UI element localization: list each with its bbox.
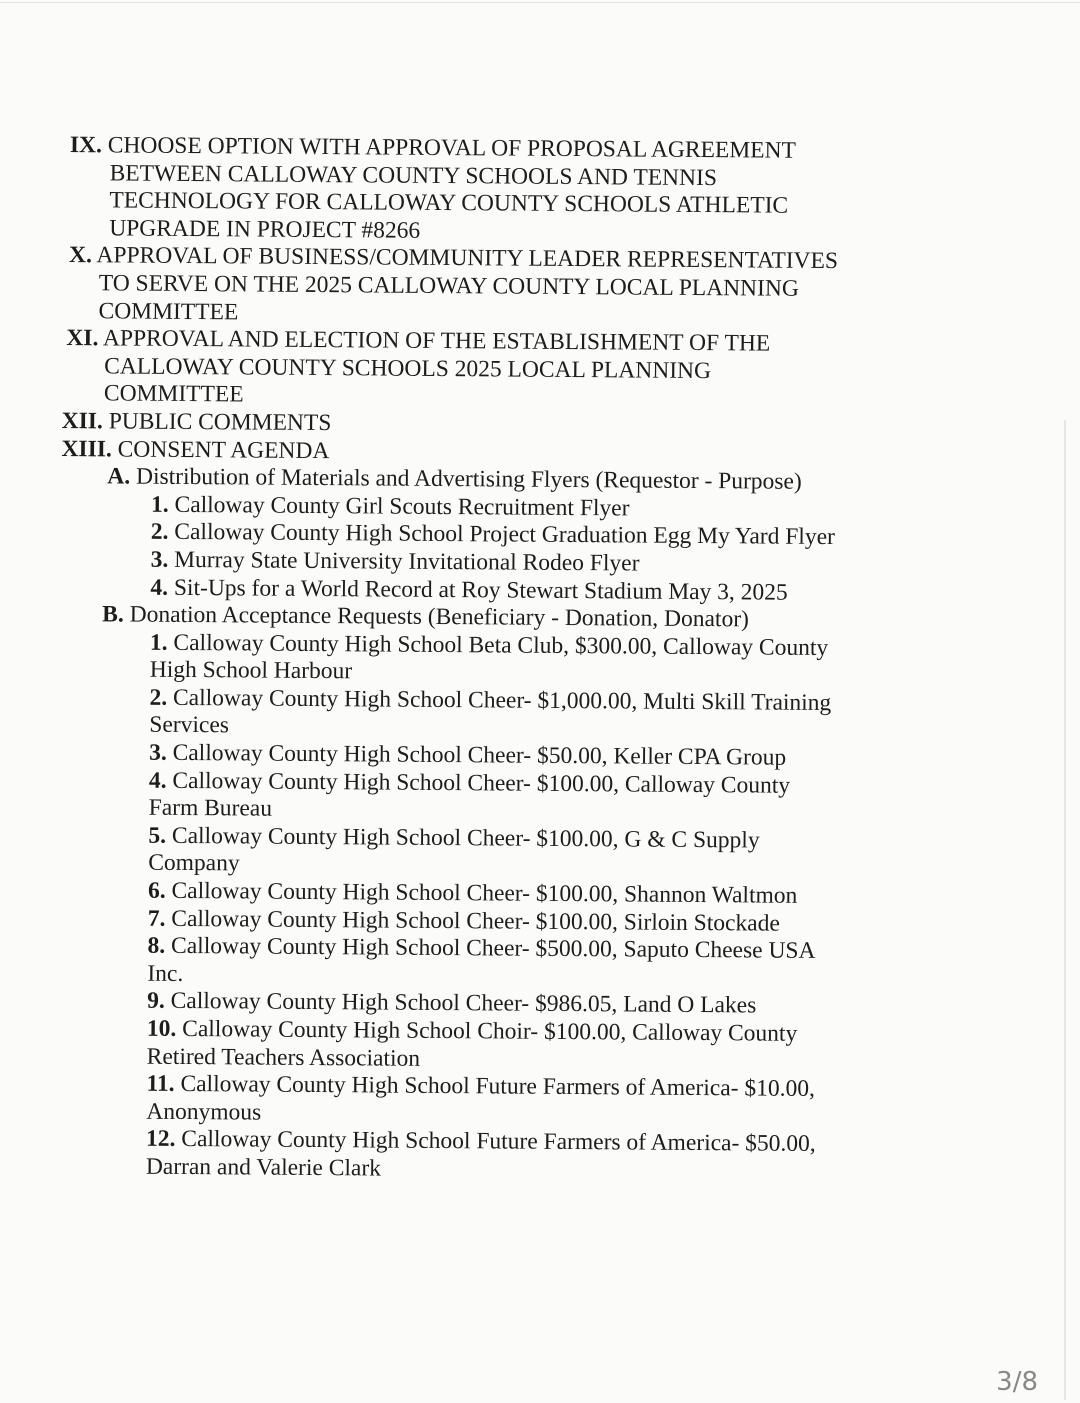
- list-item-number: 8.: [147, 932, 166, 960]
- list-item-number: 9.: [147, 988, 165, 1015]
- agenda-item-number: IX.: [69, 132, 102, 159]
- agenda-item-x: [64, 242, 841, 331]
- list-item-number: 1.: [149, 629, 168, 656]
- list-item-number: 4.: [148, 767, 167, 794]
- list-item-text: Calloway County High School Choir- $100.00, Calloway County Retired Teachers Association: [146, 1015, 798, 1072]
- list-item-number: 1.: [150, 491, 169, 518]
- agenda-item-xi: [62, 325, 841, 414]
- list-item: [148, 823, 836, 884]
- section-title: Donation Acceptance Requests (Beneficiary - Donation, Donator): [129, 601, 750, 633]
- list-item-text: Calloway County High School Cheer- $100.00, Calloway County Farm Bureau: [148, 767, 791, 822]
- list-item-number: 4.: [150, 574, 169, 601]
- list-item-number: 10.: [146, 1015, 177, 1042]
- list-item: [146, 1126, 834, 1187]
- list-item-number: 2.: [150, 519, 169, 546]
- list-item-text: Calloway County High School Cheer- $50.00, Keller CPA Group: [172, 739, 787, 771]
- agenda-item-number: XIII.: [61, 435, 112, 462]
- list-item-text: Calloway County High School Cheer- $100.00, G & C Supply Company: [148, 822, 760, 877]
- agenda-item-text: CONSENT AGENDA: [117, 435, 330, 464]
- agenda-item-text: APPROVAL OF BUSINESS/COMMUNITY LEADER REPRESENTATIVES TO SERVE ON THE 2025 CALLOWAY COUNTY LOCAL PLANNING COMMITTEE: [96, 242, 839, 325]
- list-item-text: Calloway County High School Cheer- $100.00, Shannon Waltmon: [171, 877, 798, 909]
- list-item-text: Calloway County High School Future Farmers of America- $10.00, Anonymous: [146, 1071, 815, 1126]
- list-item-number: 7.: [147, 905, 166, 932]
- list-item: [149, 767, 837, 828]
- list-item-number: 3.: [150, 546, 169, 573]
- list-item-number: 5.: [148, 822, 167, 849]
- list-item-text: Calloway County High School Beta Club, $300.00, Calloway County High School Harbour: [149, 629, 829, 685]
- list-item-number: 3.: [149, 739, 167, 766]
- agenda-content: [54, 132, 842, 1187]
- list-item-number: 6.: [147, 877, 166, 904]
- list-item-text: Murray State University Invitational Rodeo Flyer: [174, 546, 640, 577]
- list-item-text: Calloway County High School Future Farmers of America- $50.00, Darran and Valerie Clark: [145, 1126, 816, 1182]
- list-item: [147, 933, 835, 994]
- list-item-text: Calloway County High School Cheer- $986.05, Land O Lakes: [170, 988, 757, 1019]
- agenda-item-number: XII.: [61, 407, 103, 435]
- agenda-item-text: CHOOSE OPTION WITH APPROVAL OF PROPOSAL AGREEMENT BETWEEN CALLOWAY COUNTY SCHOOLS AND TENNIS TECHNOLOGY FOR CALLOWAY COUNTY SCHOOLS ATHLETIC UPGRADE IN PROJECT #8266: [107, 132, 796, 244]
- list-item-text: Calloway County High School Cheer- $500.00, Saputo Cheese USA Inc.: [147, 933, 815, 987]
- list-item-text: Calloway County High School Cheer- $1,000.00, Multi Skill Training Services: [149, 684, 832, 739]
- list-item: [150, 629, 838, 690]
- agenda-item-number: XI.: [66, 325, 99, 352]
- list-item-text: Calloway County High School Project Graduation Egg My Yard Flyer: [174, 519, 836, 551]
- list-item: [149, 685, 837, 746]
- list-item: [147, 1016, 835, 1077]
- section-letter: B.: [102, 601, 124, 628]
- list-item-number: 12.: [145, 1126, 176, 1153]
- page-number: 3/8: [996, 1367, 1038, 1397]
- agenda-item-number: X.: [68, 242, 92, 269]
- section-letter: A.: [107, 463, 131, 490]
- list-item-number: 2.: [149, 684, 168, 711]
- list-item-number: 11.: [146, 1070, 175, 1098]
- page-edge: [0, 2, 1080, 3]
- list-item-text: Calloway County Girl Scouts Recruitment Flyer: [174, 491, 630, 522]
- agenda-item-ix: [65, 132, 842, 248]
- agenda-item-text: APPROVAL AND ELECTION OF THE ESTABLISHMENT OF THE CALLOWAY COUNTY SCHOOLS 2025 LOCAL PLANNING COMMITTEE: [102, 325, 771, 408]
- agenda-item-text: PUBLIC COMMENTS: [108, 408, 332, 437]
- list-item: [146, 1071, 834, 1132]
- section-title: Distribution of Materials and Advertising Flyers (Requestor - Purpose): [135, 463, 802, 495]
- list-item-text: Sit-Ups for a World Record at Roy Stewart Stadium May 3, 2025: [173, 574, 788, 606]
- list-item-text: Calloway County High School Cheer- $100.00, Sirloin Stockade: [171, 905, 780, 937]
